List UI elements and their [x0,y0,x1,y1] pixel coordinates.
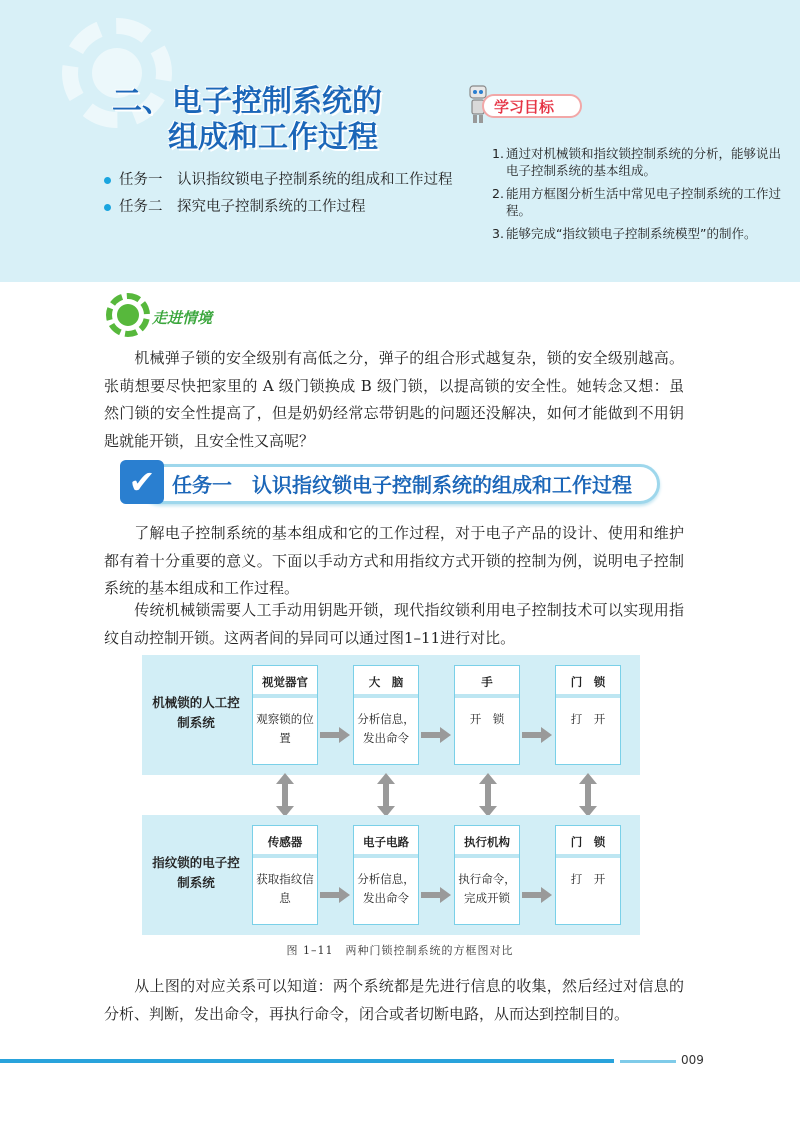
task1-heading [120,460,660,508]
task-label: 任务二 探究电子控制系统的工作过程 [119,199,366,215]
bullet-icon [104,204,111,211]
arrow-right-icon [320,727,350,743]
diagram-box: 电子电路 分析信息，发出命令 [353,825,419,925]
arrow-right-icon [421,727,451,743]
figure-caption: 图 1–11 两种门锁控制系统的方框图对比 [286,944,514,957]
block-diagram [142,655,640,937]
section-title-line1: 二、电子控制系统的 [112,84,382,119]
task-item [104,170,453,197]
footer-rule [0,1059,614,1063]
diagram-box: 门 锁 打 开 [555,825,621,925]
row-label: 机械锁的人工控制系统 [152,695,240,730]
goals-badge [466,90,586,122]
goals-list [492,145,782,248]
situation-paragraph: 机械弹子锁的安全级别有高低之分，弹子的组合形式越复杂，锁的安全级别越高。张萌想要尽快把家里的 A 级门锁换成 B 级门锁，以提高锁的安全性。她转念又想：虽然门锁的安全性提高了，但是奶奶经常忘带钥匙的问题还没解决，如何才能做到不用钥匙就能开锁，且安全性又高呢？ [104,349,684,450]
diagram-box: 手 开 锁 [454,665,520,765]
section-title-line2: 组成和工作过程 [168,120,378,155]
arrow-right-icon [522,727,552,743]
footer-rule-short [620,1060,676,1063]
page-number: 009 [681,1053,704,1067]
goal-item: 1. 通过对机械锁和指纹锁控制系统的分析，能够说出电子控制系统的基本组成。 [492,146,782,178]
arrow-right-icon [320,887,350,903]
arrow-updown-icon [276,773,294,817]
diagram-box: 门 锁 打 开 [555,665,621,765]
goal-item: 3. 能够完成“指纹锁电子控制系统模型”的制作。 [492,226,757,241]
diagram-row-mechanical [142,655,640,775]
arrow-right-icon [421,887,451,903]
diagram-box: 视觉器官 观察锁的位置 [252,665,318,765]
situation-label: 走进情境 [152,309,213,327]
task-label: 任务一 认识指纹锁电子控制系统的组成和工作过程 [119,172,453,188]
task-item [104,197,453,224]
checkmark-icon: ✔ [120,460,164,504]
task1-paragraph-2: 传统机械锁需要人工手动用钥匙开锁，现代指纹锁利用电子控制技术可以实现用指纹自动控制开锁。这两者间的异同可以通过图1–11进行对比。 [104,601,684,647]
situation-heading [106,293,256,343]
goal-item: 2. 能用方框图分析生活中常见电子控制系统的工作过程。 [492,186,782,218]
header-banner [0,0,800,282]
arrow-updown-icon [579,773,597,817]
task1-title: 任务一 认识指纹锁电子控制系统的组成和工作过程 [172,473,632,497]
diagram-box: 传感器 获取指纹信息 [252,825,318,925]
diagram-box: 大 脑 分析信息，发出命令 [353,665,419,765]
row-label: 指纹锁的电子控制系统 [152,855,240,890]
bullet-icon [104,177,111,184]
section-title [112,84,382,156]
conclusion-paragraph: 从上图的对应关系可以知道：两个系统都是先进行信息的收集，然后经过对信息的分析、判断，发出命令，再执行命令，闭合或者切断电路，从而达到控制目的。 [104,977,684,1023]
task-list [104,170,453,224]
goals-label: 学习目标 [494,98,555,116]
arrow-right-icon [522,887,552,903]
task1-paragraph-1: 了解电子控制系统的基本组成和它的工作过程，对于电子产品的设计、使用和维护都有着十分重要的意义。下面以手动方式和用指纹方式开锁的控制为例，说明电子控制系统的基本组成和工作过程。 [104,524,684,597]
diagram-row-electronic [142,815,640,935]
arrow-updown-icon [377,773,395,817]
arrow-updown-icon [479,773,497,817]
diagram-box: 执行机构 执行命令，完成开锁 [454,825,520,925]
